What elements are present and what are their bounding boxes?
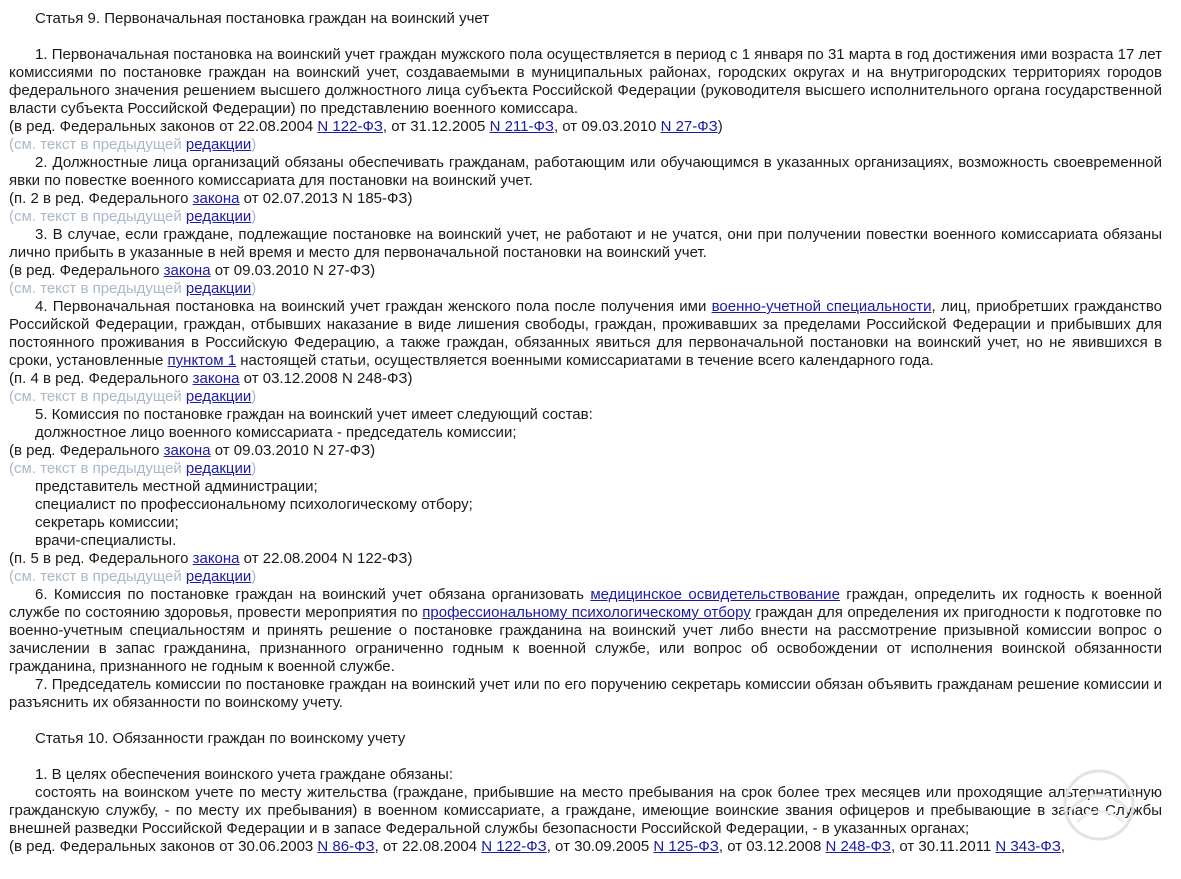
article-9-paragraph-7: 7. Председатель комиссии по постановке граждан на воинский учет или по его поручению секретарь комиссии обязан объявить гражданам решение комиссии и разъяснить их обязанности по воинскому учету.: [9, 676, 1162, 711]
edition-text: , от 09.03.2010: [553, 118, 661, 135]
previous-edition-text: (см. текст в предыдущей: [9, 568, 186, 585]
commission-member: врачи-специалисты.: [35, 532, 177, 549]
article-9-paragraph-4: [9, 298, 1162, 370]
psychological-selection-link[interactable]: профессиональному психологическому отбору: [422, 604, 751, 621]
previous-edition-link[interactable]: редакции: [185, 208, 252, 225]
paragraph-text: граждан, определить их годность к военной службе по состоянию здоровья, провести мероприятия по: [9, 586, 1163, 621]
law-link[interactable]: закона: [192, 190, 240, 207]
law-link[interactable]: N 27-ФЗ: [660, 118, 718, 135]
edition-text: от 03.12.2008 N 248-ФЗ): [239, 370, 413, 387]
article-9-paragraph-5: 5. Комиссия по постановке граждан на воинский учет имеет следующий состав:: [35, 406, 593, 423]
article-9-paragraph-2: 2. Должностные лица организаций обязаны обеспечивать гражданам, работающим или обучающимся в указанных организациях, возможность своевременной явки по повестке военного комиссариата для постановки на воинский учет.: [9, 154, 1162, 189]
military-specialty-link[interactable]: военно-учетной специальности: [711, 298, 932, 315]
paragraph-text: 6. Комиссия по постановке граждан на воинский учет обязана организовать: [35, 586, 591, 603]
previous-edition-note: [9, 568, 1162, 586]
law-link[interactable]: N 86-ФЗ: [317, 838, 375, 855]
article-10-paragraph-1: 1. В целях обеспечения воинского учета граждане обязаны:: [35, 766, 454, 783]
law-link[interactable]: N 122-ФЗ: [481, 838, 547, 855]
law-link[interactable]: N 122-ФЗ: [317, 118, 383, 135]
previous-edition-text: (см. текст в предыдущей: [9, 136, 186, 153]
previous-edition-text: ): [251, 280, 257, 297]
previous-edition-note: [9, 208, 1162, 226]
article-9-paragraph-3: 3. В случае, если граждане, подлежащие постановке на воинский учет, не работают и не учатся, они при получении повестки военного комиссариата обязаны лично прибыть в указанные в ней время и место для первоначальной постановки на воинский учет.: [9, 226, 1162, 261]
previous-edition-text: ): [251, 568, 257, 585]
edition-note: [9, 370, 1162, 388]
edition-note: [9, 262, 1162, 280]
edition-note: [9, 838, 1162, 856]
previous-edition-link[interactable]: редакции: [185, 460, 252, 477]
previous-edition-note: [9, 460, 1162, 478]
previous-edition-link[interactable]: редакции: [185, 568, 252, 585]
edition-text: ): [717, 118, 723, 135]
commission-member: секретарь комиссии;: [35, 514, 179, 531]
law-link[interactable]: N 248-ФЗ: [825, 838, 891, 855]
edition-text: (в ред. Федерального: [9, 442, 164, 459]
paragraph-text: , лиц, приобретших гражданство Российской Федерации, граждан, отбывших наказание в виде лишения свободы, граждан, проживавших за пределами Российской Федерации и прибывших для постоянного проживания в Российскую Федерацию, а также граждан, обязанных явиться для первоначальной постановки на воинский учет, но не явившихся в сроки, установленные: [9, 298, 1163, 369]
article-9-paragraph-1: 1. Первоначальная постановка на воинский учет граждан мужского пола осуществляется в период с 1 января по 31 марта в год достижения ими возраста 17 лет комиссиями по постановке граждан на воинский учет, создаваемыми в муниципальных районах, городских округах и на внутригородских территориях городов федерального значения решением высшего должностного лица субъекта Российской Федерации (руководителя высшего исполнительного органа государственной власти субъекта Российской Федерации) по представлению военного комиссара.: [9, 46, 1162, 117]
edition-text: от 09.03.2010 N 27-ФЗ): [210, 442, 376, 459]
previous-edition-note: [9, 136, 1162, 154]
law-link[interactable]: закона: [163, 442, 211, 459]
previous-edition-link[interactable]: редакции: [185, 280, 252, 297]
commission-member: представитель местной администрации;: [35, 478, 318, 495]
edition-text: , от 03.12.2008: [718, 838, 826, 855]
document: [9, 10, 1162, 856]
law-link[interactable]: закона: [192, 550, 240, 567]
previous-edition-text: ): [251, 388, 257, 405]
edition-note: [9, 118, 1162, 136]
paragraph-text: граждан для определения их пригодности к подготовке по военно-учетным специальностям и принять решение о постановке гражданина на воинский учет либо внести на рассмотрение призывной комиссии вопрос о зачислении в запас гражданина, признанного ограниченно годным к военной службе, или вопрос об освобождении от исполнения воинской обязанности гражданина, признанного не годным к военной службе.: [9, 604, 1162, 675]
previous-edition-text: ): [251, 208, 257, 225]
edition-text: , от 30.09.2005: [546, 838, 654, 855]
edition-note: [9, 190, 1162, 208]
previous-edition-text: (см. текст в предыдущей: [9, 208, 186, 225]
previous-edition-text: (см. текст в предыдущей: [9, 280, 186, 297]
edition-text: ,: [1060, 838, 1066, 855]
commission-chair: должностное лицо военного комиссариата - председатель комиссии;: [35, 424, 517, 441]
edition-text: (в ред. Федеральных законов от 22.08.2004: [9, 118, 318, 135]
previous-edition-text: (см. текст в предыдущей: [9, 460, 186, 477]
edition-text: , от 30.11.2011: [891, 838, 996, 855]
commission-member: специалист по профессиональному психологическому отбору;: [35, 496, 473, 513]
edition-text: (в ред. Федерального: [9, 262, 164, 279]
previous-edition-note: [9, 280, 1162, 298]
law-link[interactable]: N 125-ФЗ: [653, 838, 719, 855]
previous-edition-link[interactable]: редакции: [185, 136, 252, 153]
previous-edition-note: [9, 388, 1162, 406]
edition-note: [9, 550, 1162, 568]
article-9-title: Статья 9. Первоначальная постановка граждан на воинский учет: [35, 10, 490, 27]
edition-text: от 02.07.2013 N 185-ФЗ): [239, 190, 413, 207]
edition-text: (в ред. Федеральных законов от 30.06.2003: [9, 838, 318, 855]
article-10-title: Статья 10. Обязанности граждан по воинскому учету: [35, 730, 406, 747]
edition-note: [9, 442, 1162, 460]
law-link[interactable]: закона: [192, 370, 240, 387]
article-9-paragraph-6: [9, 586, 1162, 676]
paragraph-text: 4. Первоначальная постановка на воинский учет граждан женского пола после получения ими: [35, 298, 712, 315]
paragraph-text: настоящей статьи, осуществляется военными комиссариатами в течение всего календарного года.: [236, 352, 934, 369]
point-1-link[interactable]: пунктом 1: [167, 352, 237, 369]
edition-text: от 22.08.2004 N 122-ФЗ): [239, 550, 413, 567]
law-link[interactable]: N 343-ФЗ: [995, 838, 1061, 855]
edition-text: , от 31.12.2005: [382, 118, 490, 135]
edition-text: , от 22.08.2004: [374, 838, 482, 855]
edition-text: от 09.03.2010 N 27-ФЗ): [210, 262, 376, 279]
edition-text: (п. 4 в ред. Федерального: [9, 370, 193, 387]
article-10-subparagraph: состоять на воинском учете по месту жительства (граждане, прибывшие на место пребывания на срок более трех месяцев или проходящие альтернативную гражданскую службу, - по месту их пребывания) в военном комиссариате, а граждане, имеющие воинские звания офицеров и пребывающие в запасе Службы внешней разведки Российской Федерации и в запасе Федеральной службы безопасности Российской Федерации, - в указанных органах;: [9, 784, 1162, 837]
medical-examination-link[interactable]: медицинское освидетельствование: [590, 586, 840, 603]
previous-edition-text: (см. текст в предыдущей: [9, 388, 186, 405]
previous-edition-link[interactable]: редакции: [185, 388, 252, 405]
edition-text: (п. 5 в ред. Федерального: [9, 550, 193, 567]
law-link[interactable]: N 211-ФЗ: [489, 118, 554, 135]
previous-edition-text: ): [251, 460, 257, 477]
edition-text: (п. 2 в ред. Федерального: [9, 190, 193, 207]
previous-edition-text: ): [251, 136, 257, 153]
law-link[interactable]: закона: [163, 262, 211, 279]
